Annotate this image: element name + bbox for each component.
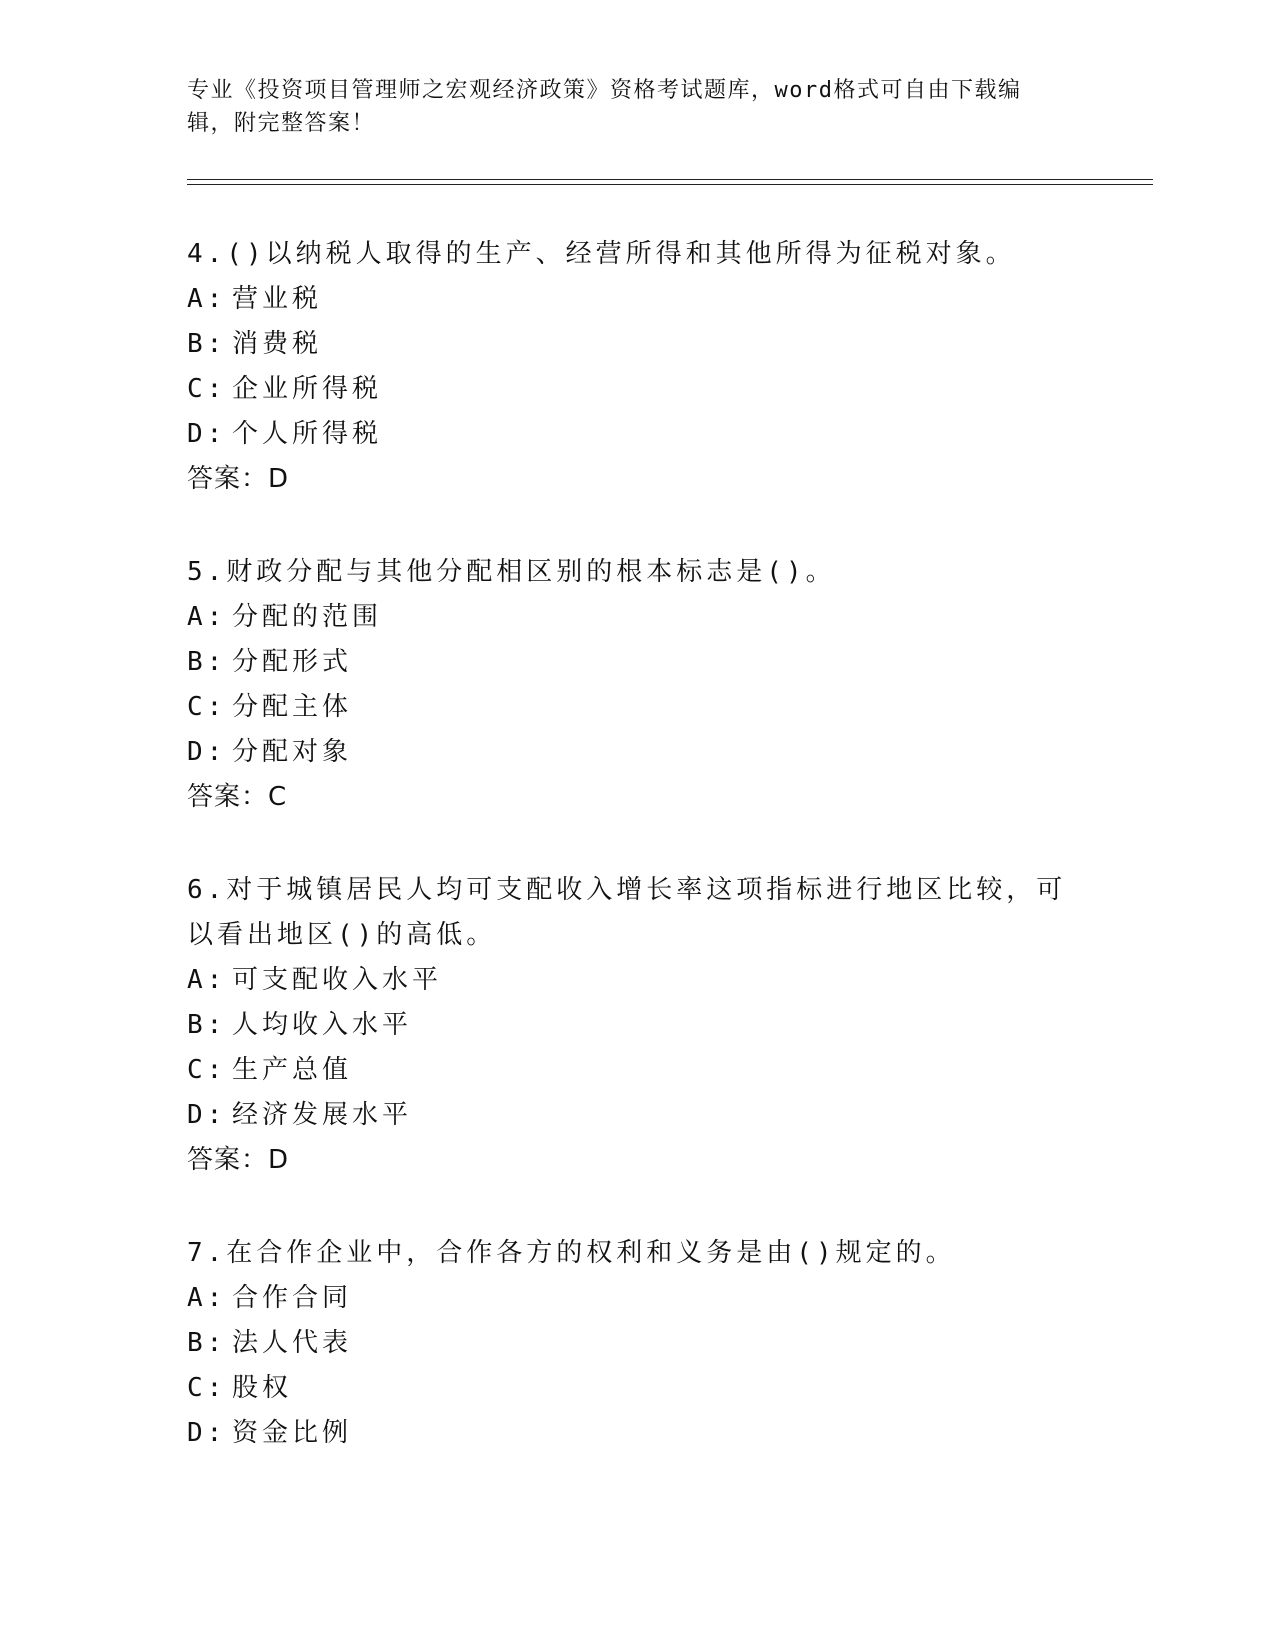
question-stem: 7.在合作企业中，合作各方的权利和义务是由()规定的。 [187,1238,956,1268]
option-d [187,730,1087,775]
option-c [187,367,1087,412]
option-text: 生产总值 [232,1055,353,1085]
option-label: D: [187,737,227,767]
header-divider-top [187,179,1153,180]
option-a [187,958,1087,1003]
option-c [187,685,1087,730]
question-item [187,232,1087,502]
question-item [187,550,1087,820]
option-label: A: [187,965,227,995]
option-text: 分配的范围 [232,602,383,632]
option-a [187,277,1087,322]
option-b [187,640,1087,685]
document-intro: 专业《投资项目管理师之宏观经济政策》资格考试题库，word格式可自由下载编辑，附完整答案！ [187,78,1022,136]
option-label: D: [187,419,227,449]
option-text: 营业税 [232,284,323,314]
option-text: 资金比例 [232,1418,353,1448]
header-divider-bottom [187,184,1153,185]
option-label: C: [187,1055,227,1085]
option-text: 可支配收入水平 [232,965,443,995]
answer-line: 答案：D [187,1145,290,1175]
option-label: B: [187,647,227,677]
question-stem: 4.()以纳税人取得的生产、经营所得和其他所得为征税对象。 [187,239,1016,269]
option-label: C: [187,692,227,722]
option-b [187,1003,1087,1048]
option-c [187,1366,1087,1411]
option-text: 法人代表 [232,1328,353,1358]
question-stem: 6.对于城镇居民人均可支配收入增长率这项指标进行地区比较，可以看出地区()的高低。 [187,875,1067,950]
option-text: 企业所得税 [232,374,383,404]
option-label: B: [187,1010,227,1040]
option-text: 股权 [232,1373,293,1403]
option-label: D: [187,1418,227,1448]
question-list [187,232,1087,1504]
option-text: 合作合同 [232,1283,353,1313]
option-text: 个人所得税 [232,419,383,449]
option-text: 分配主体 [232,692,353,722]
option-label: B: [187,1328,227,1358]
option-b [187,1321,1087,1366]
option-text: 分配对象 [232,737,353,767]
option-a [187,1276,1087,1321]
option-text: 消费税 [232,329,323,359]
answer-line: 答案：C [187,782,288,812]
option-b [187,322,1087,367]
option-label: A: [187,1283,227,1313]
option-label: C: [187,1373,227,1403]
option-label: B: [187,329,227,359]
option-label: A: [187,602,227,632]
option-text: 人均收入水平 [232,1010,413,1040]
option-label: A: [187,284,227,314]
option-d [187,1093,1087,1138]
option-a [187,595,1087,640]
option-d [187,1411,1087,1456]
option-label: D: [187,1100,227,1130]
question-item [187,1231,1087,1456]
option-c [187,1048,1087,1093]
option-text: 经济发展水平 [232,1100,413,1130]
option-text: 分配形式 [232,647,353,677]
answer-line: 答案：D [187,464,290,494]
option-d [187,412,1087,457]
option-label: C: [187,374,227,404]
question-stem: 5.财政分配与其他分配相区别的根本标志是()。 [187,557,836,587]
question-item [187,868,1087,1183]
